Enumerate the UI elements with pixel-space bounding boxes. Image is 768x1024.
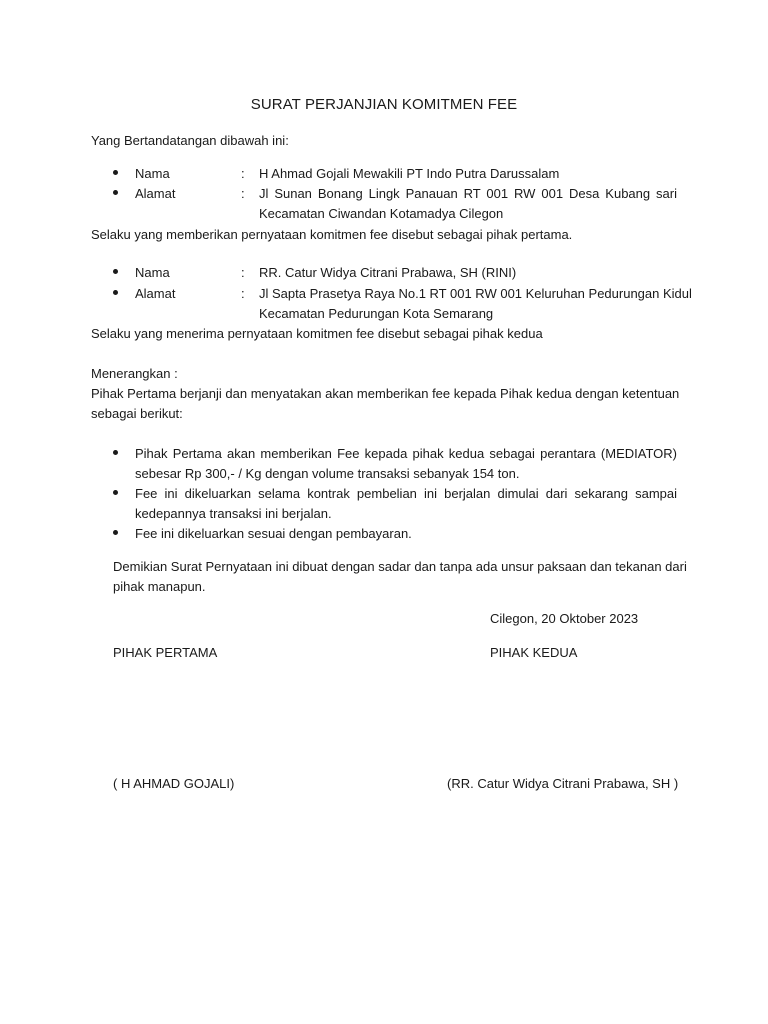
signature-right-role: PIHAK KEDUA — [490, 645, 578, 660]
party2-alamat-colon: : — [241, 286, 245, 301]
bullet-icon — [113, 269, 118, 274]
term-1-line2: sebesar Rp 300,- / Kg dengan volume transaksi sebanyak 154 ton. — [135, 466, 520, 481]
bullet-icon — [113, 450, 118, 455]
signature-right-name: (RR. Catur Widya Citrani Prabawa, SH ) — [447, 776, 679, 791]
intro-text: Yang Bertandatangan dibawah ini: — [91, 133, 289, 148]
bullet-icon — [113, 530, 118, 535]
party2-alamat-label: Alamat — [135, 286, 176, 301]
pihak-statement-line1: Pihak Pertama berjanji dan menyatakan akan memberikan fee kepada Pihak kedua dengan ketentuan — [91, 386, 680, 401]
menerangkan-heading: Menerangkan : — [91, 366, 178, 381]
party2-nama-colon: : — [241, 265, 245, 280]
bullet-icon — [113, 170, 118, 175]
term-2-line1: Fee ini dikeluarkan selama kontrak pembelian ini berjalan dimulai dari sekarang sampai — [135, 486, 677, 501]
party1-nama-value: H Ahmad Gojali Mewakili PT Indo Putra Darussalam — [259, 166, 560, 181]
term-3-line1: Fee ini dikeluarkan sesuai dengan pembayaran. — [135, 526, 412, 541]
party2-alamat-line1: Jl Sapta Prasetya Raya No.1 RT 001 RW 001 Keluruhan Pedurungan Kidul — [259, 286, 692, 301]
party1-alamat-label: Alamat — [135, 186, 176, 201]
closing-line1: Demikian Surat Pernyataan ini dibuat dengan sadar dan tanpa ada unsur paksaan dan tekanan dari — [113, 559, 687, 574]
term-1-line1: Pihak Pertama akan memberikan Fee kepada pihak kedua sebagai perantara (MEDIATOR) — [135, 446, 677, 461]
party1-nama-colon: : — [241, 166, 245, 181]
party2-nama-value: RR. Catur Widya Citrani Prabawa, SH (RINI) — [259, 265, 517, 280]
signature-left-name: ( H AHMAD GOJALI) — [113, 776, 235, 791]
bullet-icon — [113, 490, 118, 495]
signature-left-role: PIHAK PERTAMA — [113, 645, 218, 660]
party2-nama-label: Nama — [135, 265, 170, 280]
term-2-line2: kedepannya transaksi ini berjalan. — [135, 506, 332, 521]
place-date: Cilegon, 20 Oktober 2023 — [490, 611, 639, 626]
party1-statement: Selaku yang memberikan pernyataan komitmen fee disebut sebagai pihak pertama. — [91, 227, 573, 242]
party1-alamat-line1: Jl Sunan Bonang Lingk Panauan RT 001 RW 001 Desa Kubang sari — [259, 186, 677, 201]
bullet-icon — [113, 190, 118, 195]
pihak-statement-line2: sebagai berikut: — [91, 406, 183, 421]
party1-alamat-colon: : — [241, 186, 245, 201]
party1-alamat-line2: Kecamatan Ciwandan Kotamadya Cilegon — [259, 206, 504, 221]
party1-nama-label: Nama — [135, 166, 170, 181]
party2-alamat-line2: Kecamatan Pedurungan Kota Semarang — [259, 306, 494, 321]
closing-line2: pihak manapun. — [113, 579, 206, 594]
document-title: SURAT PERJANJIAN KOMITMEN FEE — [250, 96, 518, 113]
party2-statement: Selaku yang menerima pernyataan komitmen fee disebut sebagai pihak kedua — [91, 326, 543, 341]
bullet-icon — [113, 290, 118, 295]
